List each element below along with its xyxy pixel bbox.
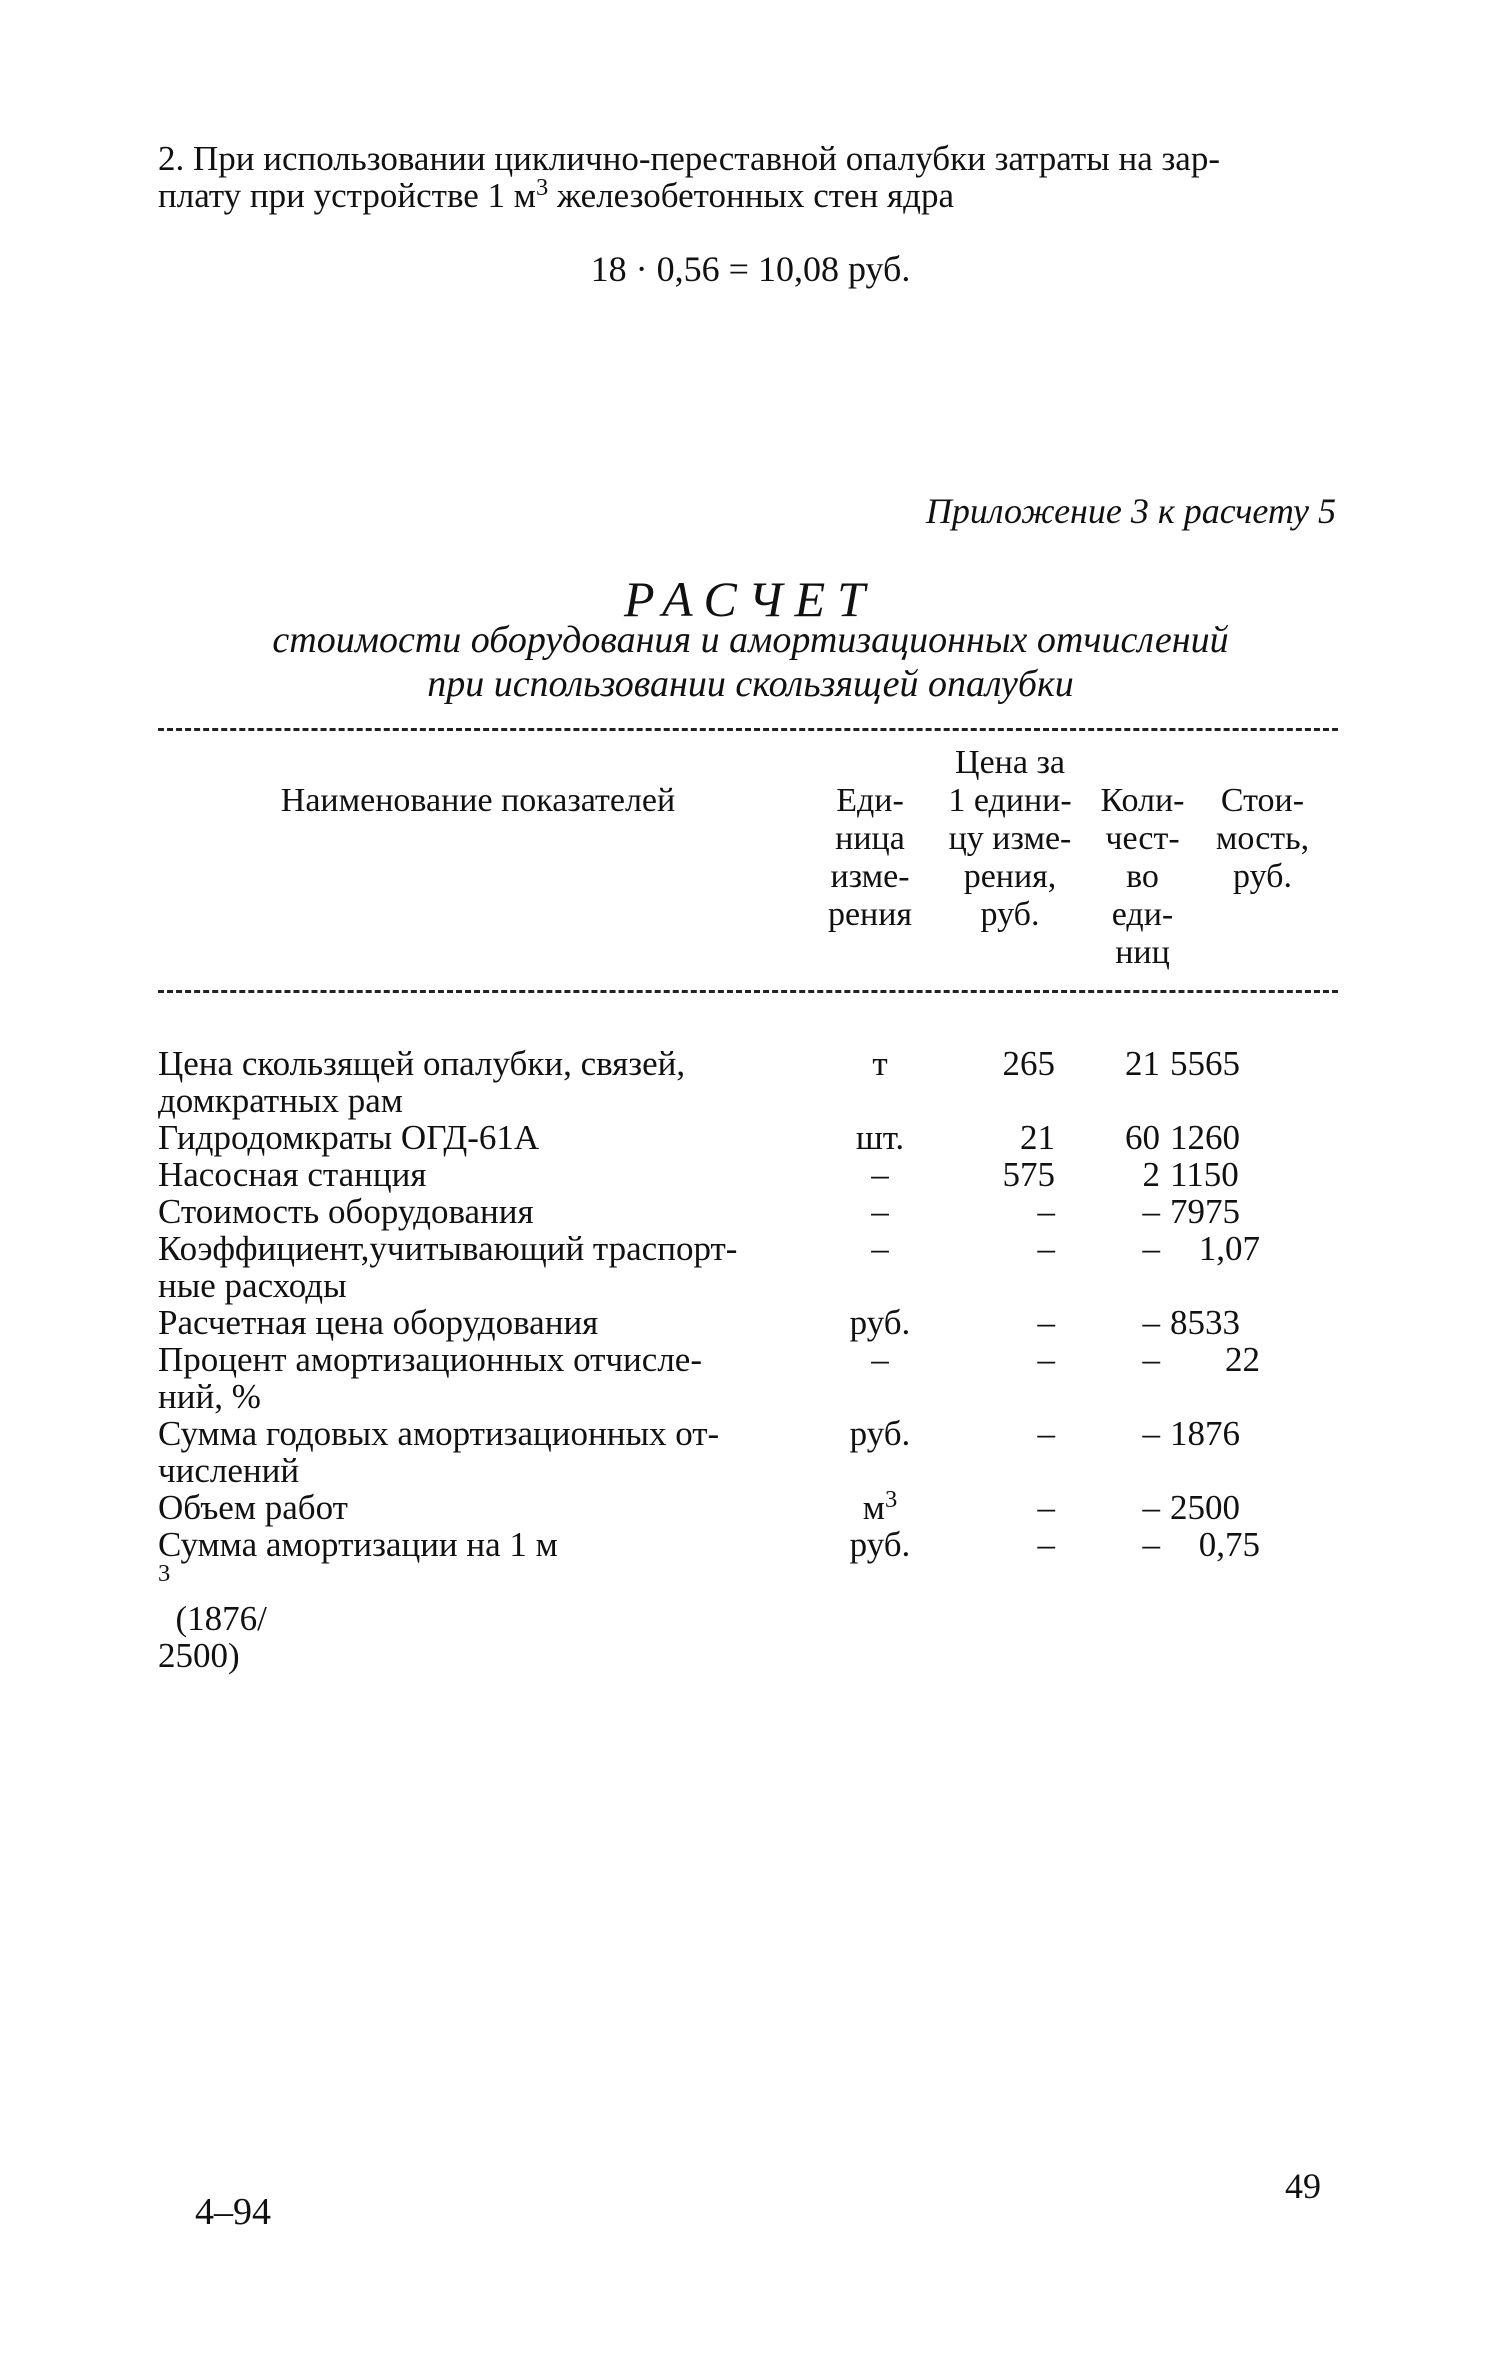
table-row-unit: – <box>871 1192 889 1231</box>
table-row-name: Гидродомкраты ОГД-61А <box>158 1118 540 1157</box>
table-row-price: – <box>1037 1525 1055 1564</box>
table-row-price: 265 <box>1002 1044 1055 1083</box>
header-unit: Еди- ница изме- рения <box>827 782 913 933</box>
table-row-qty: – <box>1142 1340 1160 1379</box>
table-row-name: Процент амортизационных отчисле- ний, % <box>158 1340 702 1416</box>
table-row-cost: 1,07 <box>1198 1229 1260 1268</box>
table-row-qty: 60 <box>1125 1118 1160 1157</box>
table-row-unit: руб. <box>849 1525 911 1564</box>
table-row-name: Расчетная цена оборудования <box>158 1303 599 1342</box>
table-row-cost: 2500 <box>1170 1488 1240 1527</box>
table-row-cost: 1260 <box>1170 1118 1240 1157</box>
table-row-name: Стоимость оборудования <box>158 1192 534 1231</box>
table-row-qty: 2 <box>1142 1155 1160 1194</box>
table-row-cost: 0,75 <box>1198 1525 1260 1564</box>
table-row-price: 575 <box>1002 1155 1055 1194</box>
table-row-price: – <box>1037 1192 1055 1231</box>
table-row-price: – <box>1037 1229 1055 1268</box>
page-number: 49 <box>1285 2166 1321 2206</box>
footer-code: 4–94 <box>195 2191 271 2233</box>
table-row-qty: – <box>1142 1488 1160 1527</box>
header-quantity: Коли- чест- во еди- ниц <box>1100 782 1185 971</box>
intro-line-1: 2. При использовании циклично-переставной опалубки затраты на зар- <box>158 139 1220 178</box>
table-row-unit: руб. <box>849 1414 911 1453</box>
document-subtitle-2: при использовании скользящей опалубки <box>427 663 1074 705</box>
table-row-price: 21 <box>1020 1118 1055 1157</box>
header-name: Наименование показателей <box>280 782 676 819</box>
table-row-unit: $м^3$ <box>862 1485 898 1527</box>
table-row-price: – <box>1037 1488 1055 1527</box>
table-top-rule <box>158 728 1338 731</box>
table-row-unit: – <box>871 1155 889 1194</box>
table-row-qty: – <box>1142 1192 1160 1231</box>
table-row-name: Насосная станция <box>158 1155 427 1194</box>
intro-line-2: плату при устройстве 1 $м^3$ железобетонных стен ядра <box>158 173 954 215</box>
header-cost: Стои- мость, руб. <box>1215 782 1310 895</box>
table-row-cost: 7975 <box>1170 1192 1240 1231</box>
table-row-name: Сумма годовых амортизационных от- числений <box>158 1414 720 1490</box>
table-row-unit: – <box>871 1340 889 1379</box>
table-row-name: Цена скользящей опалубки, связей, домкратных рам <box>158 1044 686 1120</box>
table-row-qty: 21 <box>1125 1044 1160 1083</box>
table-row-unit: шт. <box>855 1118 905 1157</box>
table-row-cost: 1876 <box>1170 1414 1240 1453</box>
table-row-name: Коэффициент,учитывающий траспорт- ные расходы <box>158 1229 738 1305</box>
table-row-cost: 8533 <box>1170 1303 1240 1342</box>
table-row-price: – <box>1037 1303 1055 1342</box>
document-title: РАСЧЕТ <box>624 571 877 627</box>
appendix-label: Приложение 3 к расчету 5 <box>925 491 1336 531</box>
table-row-cost: 1150 <box>1170 1155 1239 1194</box>
table-row-name: Сумма амортизации на 1 м $^3$ (1876/ 2500) <box>158 1525 558 1675</box>
formula: 18 · 0,56 = 10,08 руб. <box>590 249 911 289</box>
table-row-unit: руб. <box>849 1303 911 1342</box>
table-row-unit: – <box>871 1229 889 1268</box>
document-subtitle-1: стоимости оборудования и амортизационных отчислений <box>272 619 1229 661</box>
table-row-qty: – <box>1142 1525 1160 1564</box>
table-row-price: – <box>1037 1414 1055 1453</box>
intro-paragraph <box>158 140 1338 214</box>
table-row-name: Объем работ <box>158 1488 348 1527</box>
table-row-cost: 22 <box>1225 1340 1260 1379</box>
table-row-qty: – <box>1142 1303 1160 1342</box>
table-row-cost: 5565 <box>1170 1044 1240 1083</box>
header-price: Цена за 1 едини- цу изме- рения, руб. <box>948 744 1072 933</box>
table-header-rule <box>158 990 1338 993</box>
table-row-unit: т <box>872 1044 888 1083</box>
table-row-price: – <box>1037 1340 1055 1379</box>
table-row-qty: – <box>1142 1229 1160 1268</box>
table-row-qty: – <box>1142 1414 1160 1453</box>
